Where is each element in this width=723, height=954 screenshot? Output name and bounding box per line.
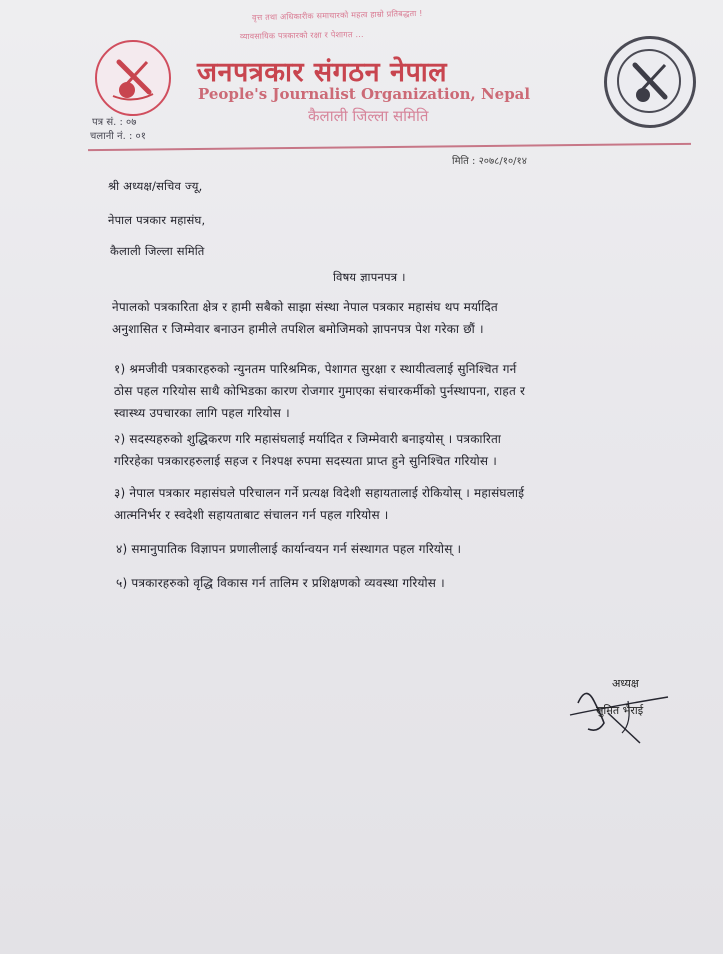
- point-1-line-3: स्वास्थ्य उपचारका लागि पहल गरियोस ।: [114, 406, 290, 420]
- letterhead-divider: [88, 143, 691, 151]
- intro-line-1: नेपालको पत्रकारिता क्षेत्र र हामी सबैको साझा संस्था नेपाल पत्रकार महासंघ थप मर्यादित: [112, 300, 498, 314]
- banner-line-1: वृत्त तथा अधिकारीक समाचारको महत्व हाम्रो प्रतिबद्धता !: [251, 8, 423, 23]
- subject-line: विषय ज्ञापनपत्र ।: [333, 270, 406, 284]
- point-3-line-2: आत्मनिर्भर र स्वदेशी सहायताबाट संचालन गर्न पहल गरियोस ।: [114, 508, 389, 522]
- point-1-line-1: १) श्रमजीवी पत्रकारहरुको न्युनतम पारिश्रमिक, पेशागत सुरक्षा र स्थायीत्वलाई सुनिश्चित गर्न: [114, 362, 517, 376]
- point-2-line-1: २) सदस्यहरुको शुद्धिकरण गरि महासंघलाई मर्यादित र जिम्मेवारी बनाइयोस् । पत्रकारिता: [114, 432, 502, 446]
- intro-paragraph: [112, 296, 668, 340]
- point-4: [116, 538, 672, 560]
- handwritten-signature: [568, 683, 678, 753]
- letter-date: मिति : २०७८/१०/१४: [452, 156, 527, 167]
- reference-chalani-number: चलानी नं. : ०१: [90, 131, 146, 142]
- organization-logo-left: [95, 40, 171, 116]
- recipient-line-2: नेपाल पत्रकार महासंघ,: [108, 213, 206, 227]
- signatory-name: सुमित भैराई: [596, 704, 644, 717]
- organization-name-english: People's Journalist Organization, Nepal: [198, 85, 531, 103]
- point-5: [116, 572, 672, 594]
- point-3: [114, 482, 670, 526]
- point-3-line-1: ३) नेपाल पत्रकार महासंघले परिचालन गर्ने प्रत्यक्ष विदेशी सहायतालाई रोकियोस् । महासंघलाई: [114, 486, 525, 500]
- point-2-line-2: गरिरहेका पत्रकारहरुलाई सहज र निश्पक्ष रुपमा सदस्यता प्राप्त हुने सुनिश्चित गरियोस ।: [114, 454, 497, 468]
- point-5-line-1: ५) पत्रकारहरुको वृद्धि विकास गर्न तालिम र प्रशिक्षणको व्यवस्था गरियोस ।: [116, 576, 445, 590]
- point-4-line-1: ४) समानुपातिक विज्ञापन प्रणालीलाई कार्यान्वयन गर्न संस्थागत पहल गरियोस् ।: [116, 542, 462, 556]
- reference-patra-number: पत्र सं. : ०७: [92, 117, 137, 128]
- organization-seal-stamp: [604, 36, 696, 128]
- point-1-line-2: ठोस पहल गरियोस साथै कोभिडका कारण रोजगार गुमाएका संचारकर्मीको पुर्नस्थापना, राहत र: [114, 384, 526, 398]
- banner-line-2: व्यावसायिक पत्रकारको रक्षा र पेशागत ...: [239, 29, 364, 42]
- point-1: [114, 358, 670, 424]
- district-committee: कैलाली जिल्ला समिति: [308, 107, 429, 125]
- organization-name-nepali: जनपत्रकार संगठन नेपाल: [197, 57, 448, 88]
- recipient-line-3: कैलाली जिल्ला समिति: [110, 244, 205, 258]
- pen-hand-emblem-icon: [97, 42, 169, 114]
- intro-line-2: अनुशासित र जिम्मेवार बनाउन हामीले तपशिल बमोजिमको ज्ञापनपत्र पेश गरेका छौं ।: [112, 322, 484, 336]
- recipient-line-1: श्री अध्यक्ष/सचिव ज्यू,: [108, 179, 203, 193]
- signatory-title: अध्यक्ष: [612, 677, 639, 690]
- seal-emblem-icon: [607, 39, 693, 125]
- point-2: [114, 428, 670, 472]
